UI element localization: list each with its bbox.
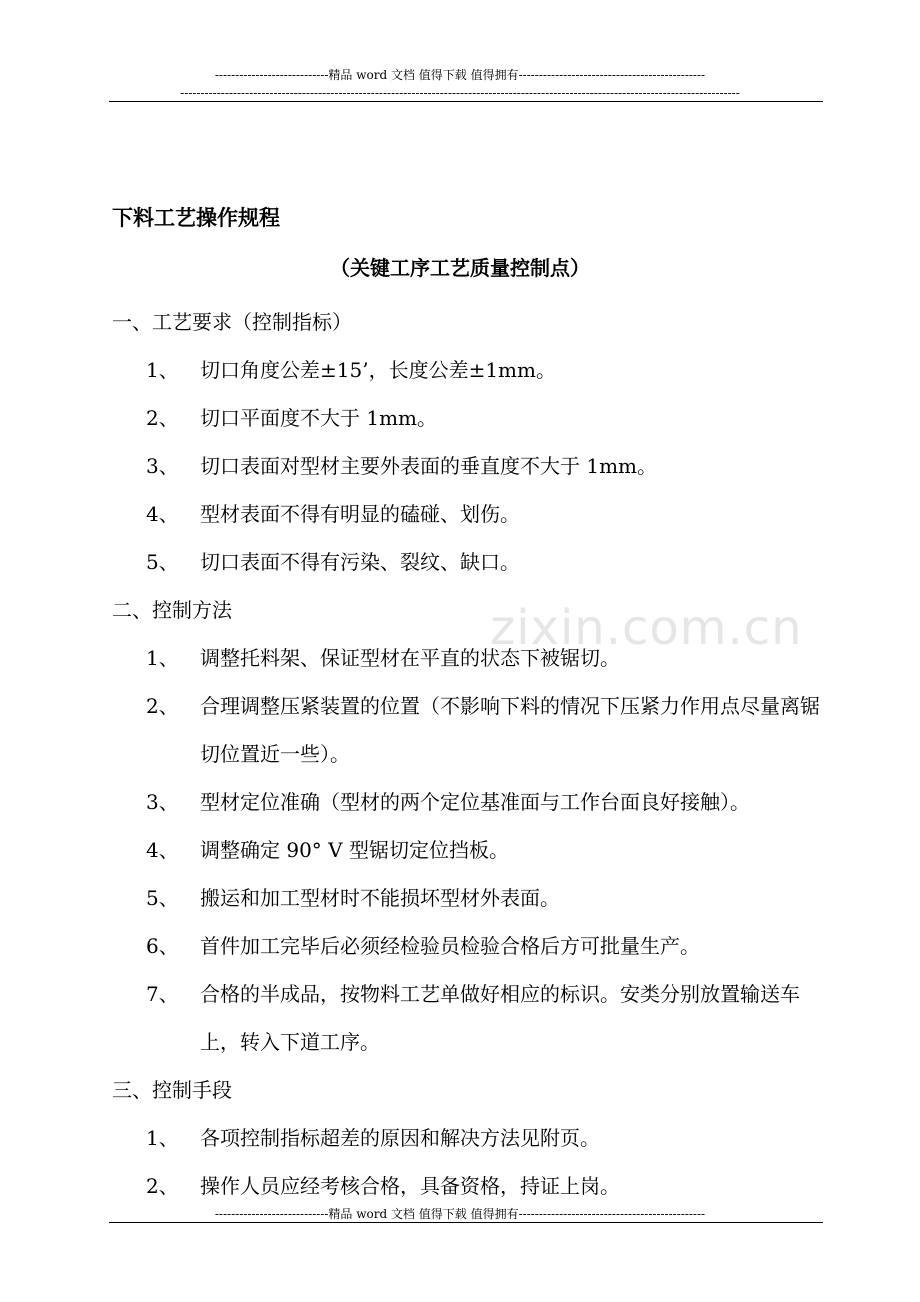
list-item [112,538,824,586]
list-item [112,922,824,970]
section-2 [112,586,824,1066]
item-text: 操作人员应经考核合格，具备资格，持证上岗。 [200,1174,620,1198]
section-heading: 二、控制方法 [112,598,232,622]
header-rule [109,101,823,102]
header-banner: ----------------------------精品 word 文档 值得下载 值得拥有---------------------------------------------- [214,68,706,82]
item-text: 合格的半成品，按物料工艺单做好相应的标识。安类分别放置输送车上，转入下道工序。 [200,982,800,1054]
item-number: 5、 [146,886,179,910]
item-number: 4、 [146,502,179,526]
section-1 [112,298,824,586]
item-text: 首件加工完毕后必须经检验员检验合格后方可批量生产。 [200,934,700,958]
item-number: 3、 [146,454,179,478]
item-text: 搬运和加工型材时不能损坏型材外表面。 [200,886,560,910]
list-item [112,874,824,922]
document-subtitle: （关键工序工艺质量控制点） [330,256,590,280]
list-item [112,394,824,442]
list-item [112,346,824,394]
list-item [112,682,824,778]
item-number: 1、 [146,358,179,382]
item-number: 1、 [146,1126,179,1150]
item-text: 切口表面对型材主要外表面的垂直度不大于 1mm。 [200,454,658,478]
item-number: 3、 [146,790,179,814]
list-item [112,970,824,1066]
item-text: 切口平面度不大于 1mm。 [200,406,438,430]
list-item [112,826,824,874]
section-heading: 三、控制手段 [112,1078,232,1102]
item-number: 2、 [146,406,179,430]
footer-banner: ----------------------------精品 word 文档 值得下载 值得拥有---------------------------------------------- [214,1207,706,1221]
list-item [112,442,824,490]
watermark: zixin.com.cn [490,600,803,656]
section-3 [112,1066,824,1210]
item-number: 2、 [146,1174,179,1198]
item-number: 5、 [146,550,179,574]
item-text: 合理调整压紧装置的位置（不影响下料的情况下压紧力作用点尽量离锯切位置近一些）。 [200,694,820,766]
item-text: 调整托料架、保证型材在平直的状态下被锯切。 [200,646,620,670]
list-item [112,778,824,826]
item-text: 切口角度公差±15’，长度公差±1mm。 [200,358,556,382]
document-body [112,298,824,1210]
item-text: 切口表面不得有污染、裂纹、缺口。 [200,550,520,574]
footer-rule [109,1222,823,1223]
list-item [112,634,824,682]
item-text: 型材定位准确（型材的两个定位基准面与工作台面良好接触）。 [200,790,750,814]
section-heading: 一、工艺要求（控制指标） [112,310,352,334]
item-number: 7、 [146,982,179,1006]
item-text: 型材表面不得有明显的磕碰、划伤。 [200,502,520,526]
list-item [112,490,824,538]
document-title: 下料工艺操作规程 [112,206,280,230]
header-dash-line: ------------------------------------------------------------------------------------------------------------------------------------------ [180,86,740,100]
list-item [112,1114,824,1162]
list-item [112,1162,824,1210]
item-number: 1、 [146,646,179,670]
item-number: 4、 [146,838,179,862]
item-text: 各项控制指标超差的原因和解决方法见附页。 [200,1126,600,1150]
item-number: 6、 [146,934,179,958]
item-text: 调整确定 90° V 型锯切定位挡板。 [200,838,509,862]
item-number: 2、 [146,694,179,718]
